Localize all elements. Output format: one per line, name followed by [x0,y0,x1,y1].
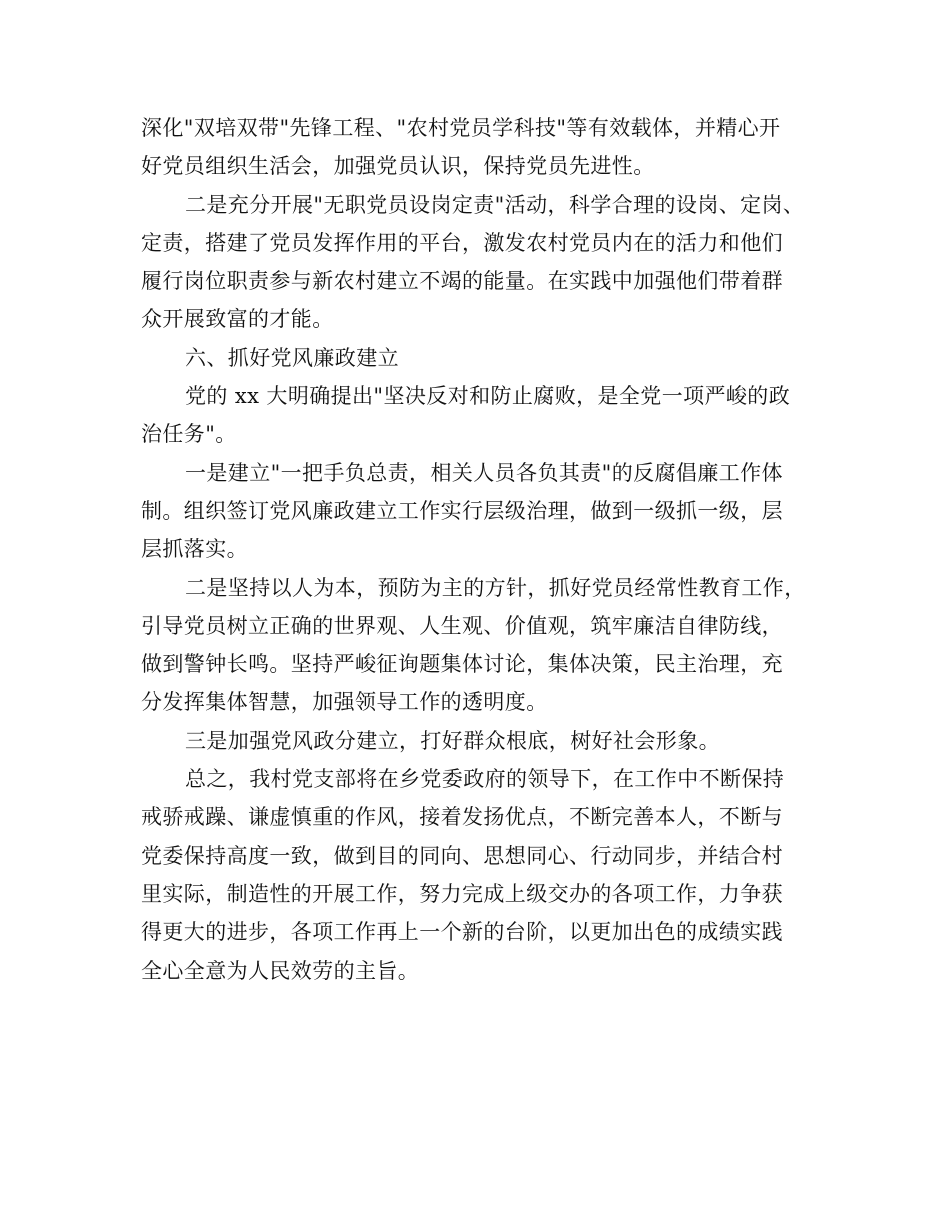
text-line: 里实际，制造性的开展工作，努力完成上级交办的各项工作，力争获 [141,881,783,906]
text-line: 分发挥集体智慧，加强领导工作的透明度。 [141,690,548,715]
text-line: 履行岗位职责参与新农村建立不竭的能量。在实践中加强他们带着群 [141,269,783,294]
text-line: 众开展致富的才能。 [141,307,334,332]
text-line: 治任务"。 [141,422,237,447]
text-line: 总之，我村党支部将在乡党委政府的领导下，在工作中不断保持 [185,767,785,792]
text-line: 得更大的进步，各项工作再上一个新的台阶，以更加出色的成绩实践 [141,920,783,945]
paragraph-5 [141,454,831,569]
paragraph-8 [141,760,831,990]
text-line: 六、抓好党风廉政建立 [185,345,399,370]
text-line: 三是加强党风政分建立，打好群众根底，树好社会形象。 [185,728,720,753]
paragraph-4 [141,377,831,454]
paragraph-7 [141,722,831,760]
paragraph-1 [141,109,831,186]
text-line: 二是坚持以人为本，预防为主的方针，抓好党员经常性教育工作， [185,575,806,600]
text-line: 做到警钟长鸣。坚持严峻征询题集体讨论，集体决策，民主治理，充 [141,652,783,677]
text-line: 定责，搭建了党员发挥作用的平台，激发农村党员内在的活力和他们 [141,230,783,255]
text-line: 党的 xx 大明确提出"坚决反对和防止腐败，是全党一项严峻的政 [185,384,791,409]
paragraph-6 [141,569,831,722]
text-line: 好党员组织生活会，加强党员认识，保持党员先进性。 [141,154,655,179]
text-line: 层抓落实。 [141,537,248,562]
section-heading [141,339,831,377]
text-line: 制。组织签订党风廉政建立工作实行层级治理，做到一级抓一级，层 [141,498,783,523]
text-line: 引导党员树立正确的世界观、人生观、价值观，筑牢廉洁自律防线， [141,613,783,638]
text-line: 党委保持高度一致，做到目的同向、思想同心、行动同步，并结合村 [141,843,783,868]
text-line: 二是充分开展"无职党员设岗定责"活动，科学合理的设岗、定岗、 [185,192,805,217]
paragraph-2 [141,186,831,339]
text-line: 戒骄戒躁、谦虚慎重的作风，接着发扬优点，不断完善本人，不断与 [141,805,783,830]
text-line: 深化"双培双带"先锋工程、"农村党员学科技"等有效载体，并精心开 [141,116,781,140]
text-line: 一是建立"一把手负总责，相关人员各负其责"的反腐倡廉工作体 [185,460,783,485]
document-body [141,109,831,990]
text-line: 全心全意为人民效劳的主旨。 [141,958,420,983]
